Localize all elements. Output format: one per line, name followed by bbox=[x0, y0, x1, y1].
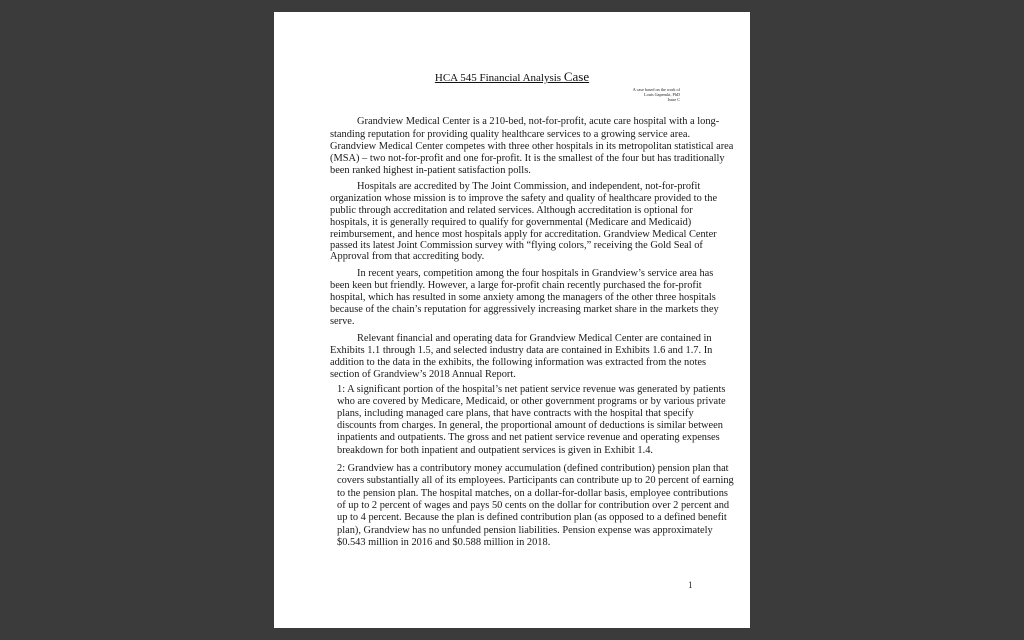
text-line: plans, including managed care plans, that have contracts with the hospital that specify bbox=[337, 408, 694, 419]
text-line: hospitals, it is generally required to qualify for governmental (Medicare and Medicaid) bbox=[330, 217, 692, 228]
text-line: inpatients and outpatients. The gross and net patient service revenue and operating expenses bbox=[337, 432, 720, 443]
text-line: organization whose mission is to improve the safety and quality of healthcare provided to the bbox=[330, 193, 718, 204]
attribution-line: Issue C bbox=[667, 97, 680, 102]
text-line: discounts from charges. In general, the proportional amount of deductions is similar between bbox=[337, 420, 723, 431]
text-line: Grandview Medical Center competes with three other hospitals in its metropolitan statistical area bbox=[330, 141, 734, 152]
text-line: hospital, which has resulted in some anxiety among the managers of the other three hospitals bbox=[330, 292, 716, 303]
document-page bbox=[274, 12, 750, 628]
text-line: who are covered by Medicare, Medicaid, or other government programs or by various private bbox=[337, 396, 726, 407]
text-line: breakdown for both inpatient and outpatient services is given in Exhibit 1.4. bbox=[337, 445, 653, 456]
text-line: addition to the data in the exhibits, the following information was extracted from the notes bbox=[330, 357, 706, 368]
text-line: reimbursement, and hence most hospitals apply for accreditation. Grandview Medical Center bbox=[330, 229, 717, 240]
text-line: standing reputation for providing quality healthcare services to a growing service area. bbox=[330, 129, 691, 140]
document-title bbox=[274, 69, 750, 85]
text-line: passed its latest Joint Commission survey with “flying colors,” receiving the Gold Seal of bbox=[330, 240, 703, 251]
text-line: $0.543 million in 2016 and $0.588 million in 2018. bbox=[337, 537, 551, 548]
text-line: to the pension plan. The hospital matches, on a dollar-for-dollar basis, employee contributions bbox=[337, 488, 728, 499]
text-line: In recent years, competition among the four hospitals in Grandview’s service area has bbox=[357, 268, 714, 279]
text-line: section of Grandview’s 2018 Annual Report. bbox=[330, 369, 516, 380]
text-line: been keen but friendly. However, a large for-profit chain recently purchased the for-profit bbox=[330, 280, 702, 291]
text-line: Exhibits 1.1 through 1.5, and selected industry data are contained in Exhibits 1.6 and 1.7. In bbox=[330, 345, 713, 356]
text-line: Grandview Medical Center is a 210-bed, not-for-profit, acute care hospital with a long- bbox=[357, 116, 720, 127]
text-line: up to 4 percent. Because the plan is defined contribution plan (as opposed to a defined benefit bbox=[337, 512, 727, 523]
text-line: Hospitals are accredited by The Joint Commission, and independent, not-for-profit bbox=[357, 181, 701, 192]
text-line: covers substantially all of its employees. Participants can contribute up to 20 percent of earning bbox=[337, 475, 734, 486]
attribution-line: Louis Gapenski, PhD bbox=[644, 92, 680, 97]
text-line: public through accreditation and related services. Although accreditation is optional for bbox=[330, 205, 693, 216]
attribution-note bbox=[633, 87, 680, 102]
text-line: 2: Grandview has a contributory money accumulation (defined contribution) pension plan that bbox=[337, 463, 729, 474]
text-line: been ranked highest in-patient satisfaction polls. bbox=[330, 165, 531, 176]
text-line: Relevant financial and operating data for Grandview Medical Center are contained in bbox=[357, 333, 712, 344]
attribution-line: A case based on the work of bbox=[632, 87, 680, 92]
text-line: 1: A significant portion of the hospital’s net patient service revenue was generated by patients bbox=[337, 384, 726, 395]
text-line: of up to 2 percent of wages and pays 50 cents on the dollar for contribution over 2 percent and bbox=[337, 500, 730, 511]
page-number: 1 bbox=[688, 580, 693, 590]
text-line: plan), Grandview has no unfunded pension liabilities. Pension expense was approximately bbox=[337, 525, 713, 536]
title-suffix: Case bbox=[563, 69, 590, 84]
text-line: because of the chain’s reputation for aggressively increasing market share in the markets they bbox=[330, 304, 719, 315]
text-line: (MSA) – two not-for-profit and one for-profit. It is the smallest of the four but has traditionally bbox=[330, 153, 725, 164]
text-line: Approval from that accrediting body. bbox=[330, 251, 485, 262]
text-line: serve. bbox=[330, 316, 355, 327]
title-text: HCA 545 Financial Analysis bbox=[434, 72, 562, 84]
